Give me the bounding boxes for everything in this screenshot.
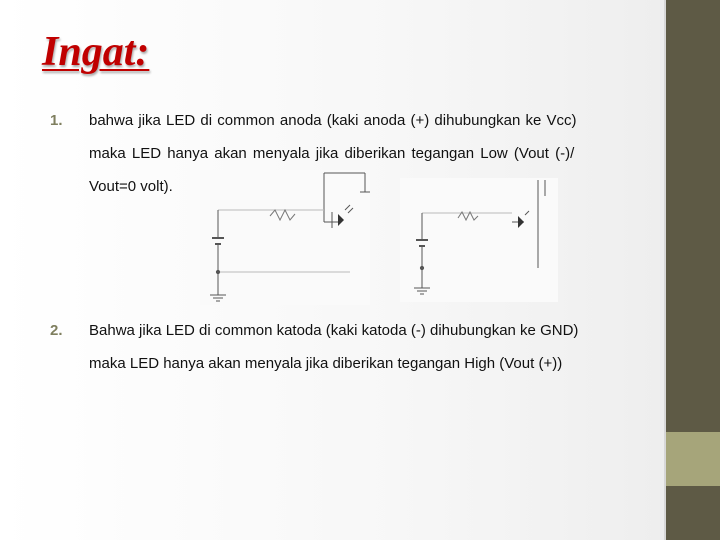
circuit-common-cathode — [400, 178, 558, 302]
item-1-number: 1. — [50, 112, 63, 129]
item-1-line-1: bahwa jika LED di common anoda (kaki anoda (+) dihubungkan ke Vcc) — [89, 112, 577, 129]
item-2-line-1: Bahwa jika LED di common katoda (kaki katoda (-) dihubungkan ke GND) — [89, 322, 579, 339]
item-2-number: 2. — [50, 322, 63, 339]
circuit-common-anode — [200, 170, 370, 305]
slide-title: Ingat: — [42, 29, 150, 75]
item-1-line-2: maka LED hanya akan menyala jika diberikan tegangan Low (Vout (-)/ — [89, 145, 575, 162]
item-2-line-2: maka LED hanya akan menyala jika diberikan tegangan High (Vout (+)) — [89, 355, 563, 372]
item-1-line-3: Vout=0 volt). — [89, 178, 173, 195]
sidebar-accent-block — [666, 432, 720, 486]
